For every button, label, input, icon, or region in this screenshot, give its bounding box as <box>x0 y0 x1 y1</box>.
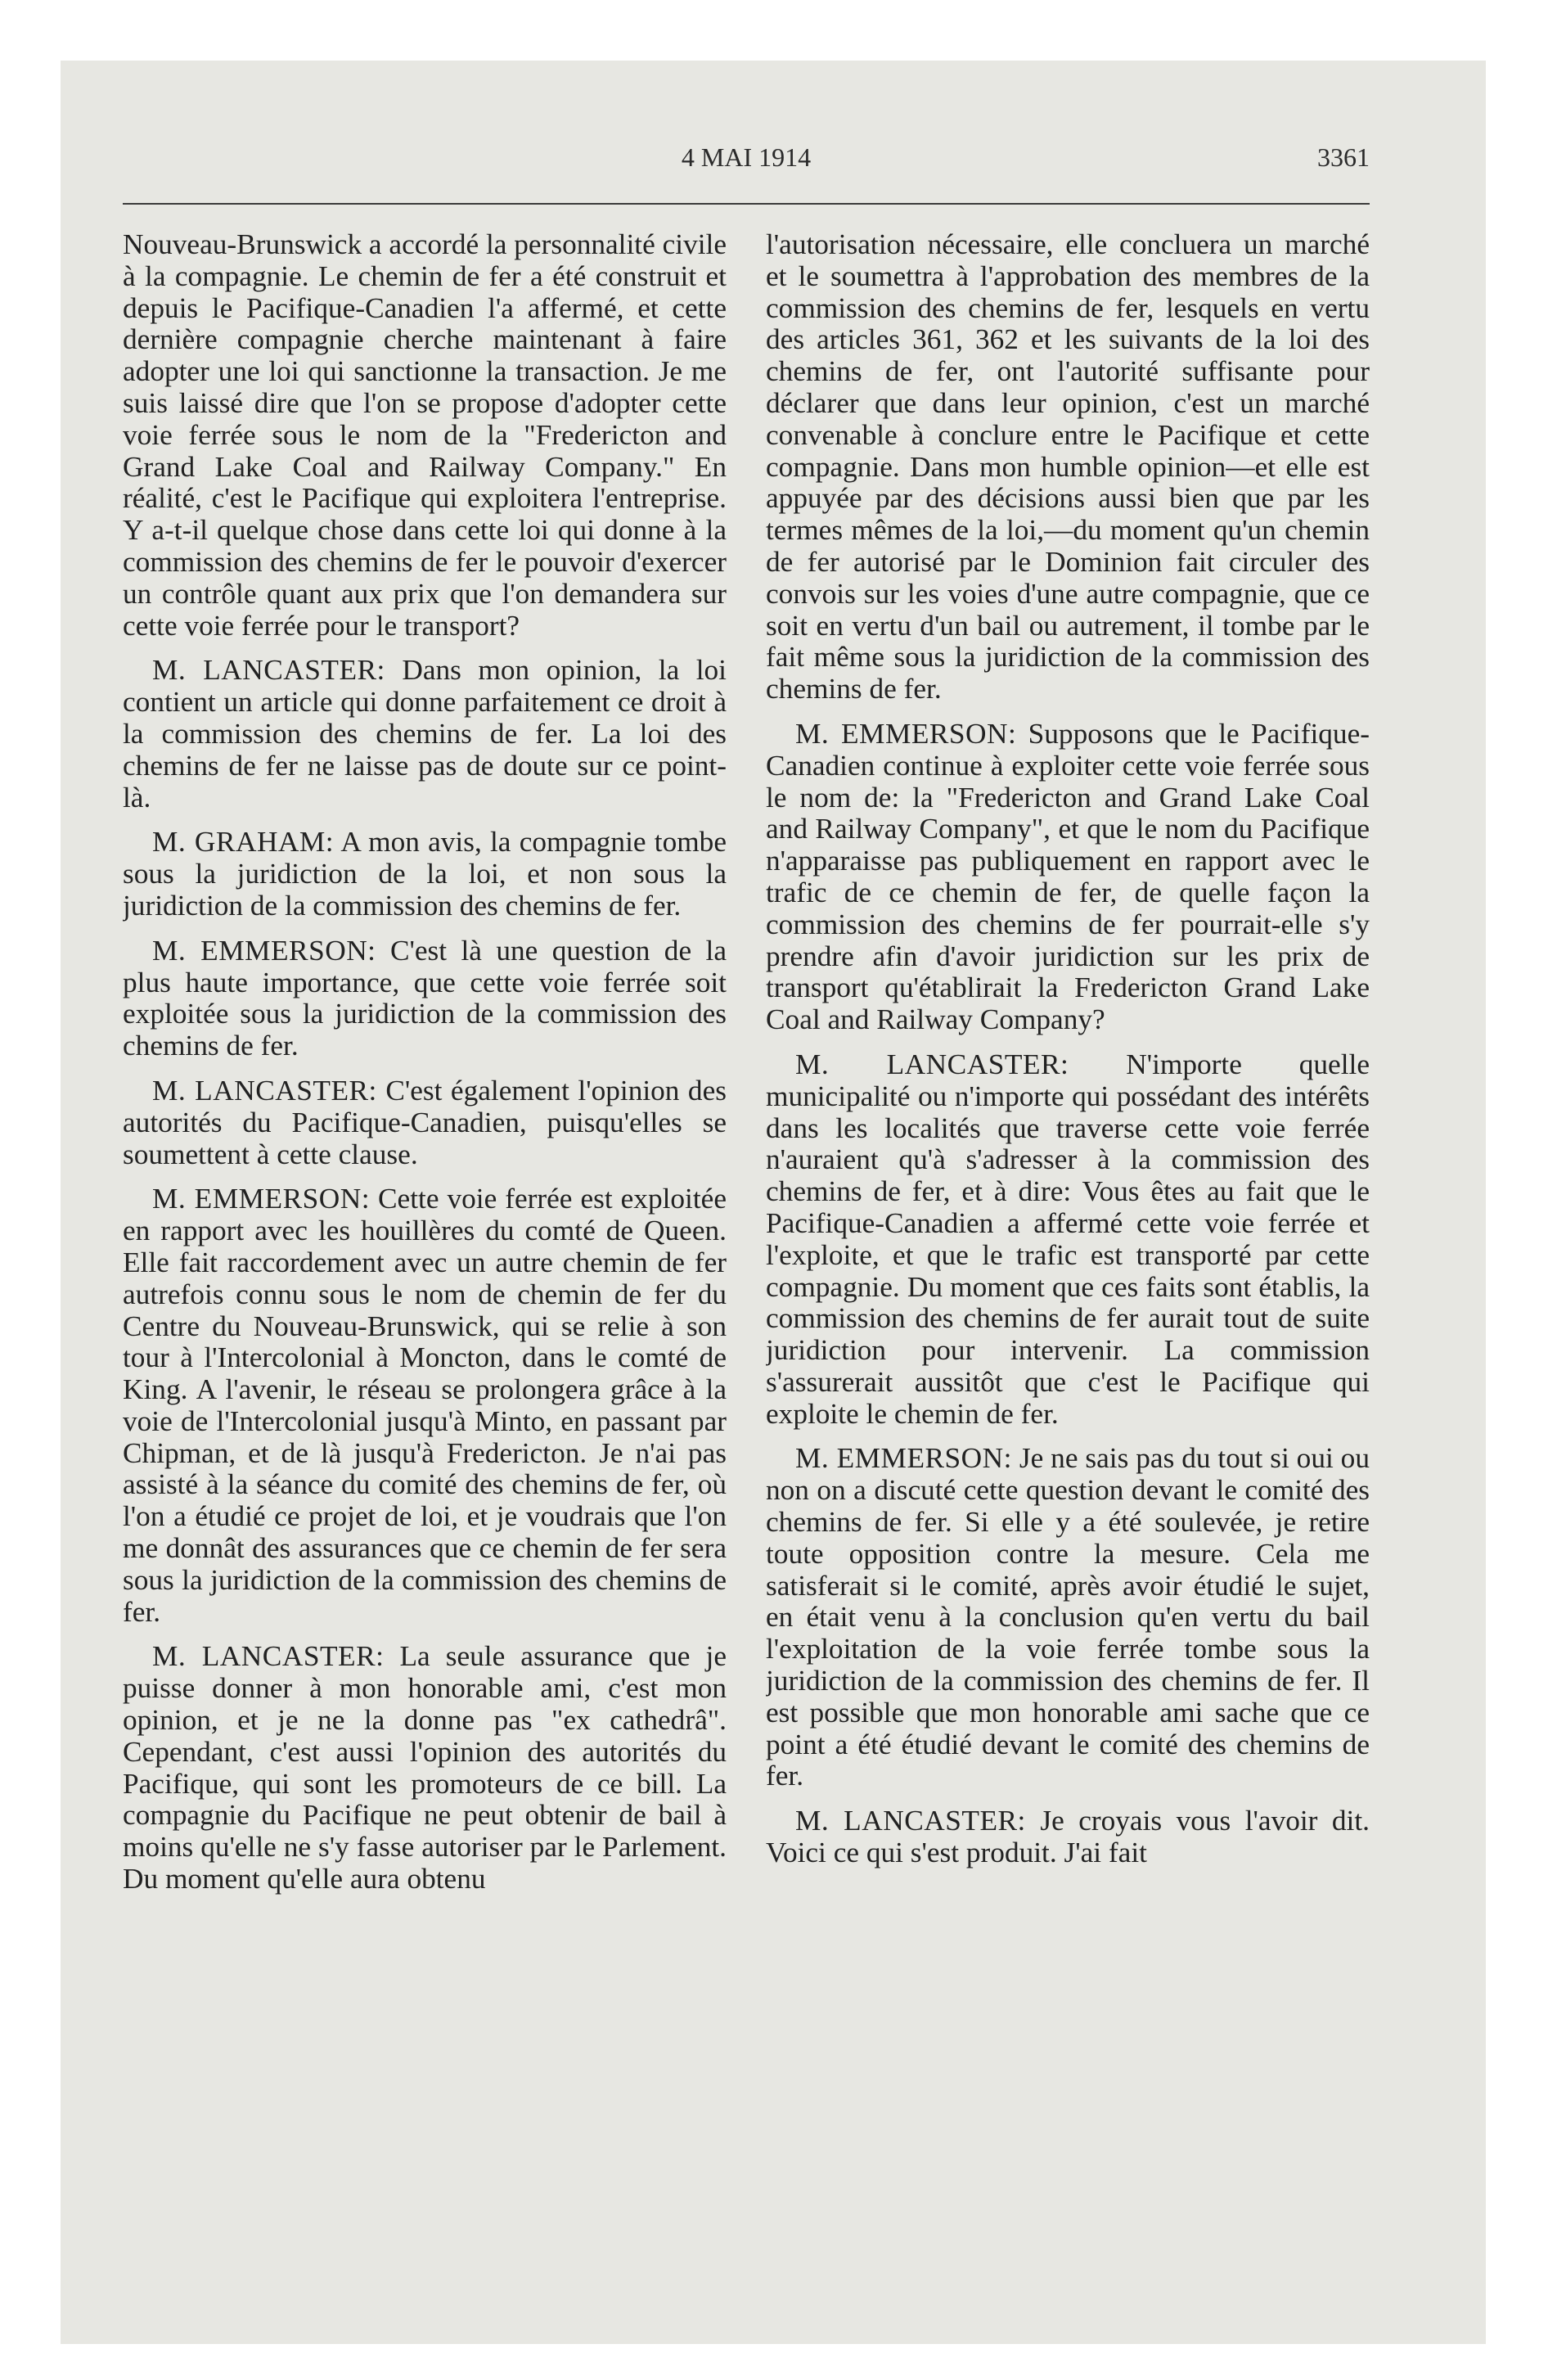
paragraph-text: C'est également l'opinion des autorités du Pacifique-Canadien, puisqu'elles se soumettent à cette clause. <box>123 1074 727 1170</box>
paragraph <box>766 229 1370 705</box>
paragraph <box>766 1443 1370 1792</box>
page-date: 4 MAI 1914 <box>681 142 812 172</box>
paragraph <box>766 719 1370 1036</box>
paragraph <box>766 1805 1370 1869</box>
paragraph-text: Dans mon opinion, la loi contient un article qui donne parfaitement ce droit à la commission des chemins de fer. La loi des chemins de fer ne laisse pas de doute sur ce point-là. <box>123 654 727 814</box>
speaker-name: M. EMMERSON: <box>152 1183 371 1215</box>
speaker-name: M. EMMERSON: <box>795 717 1017 750</box>
speaker-name: M. EMMERSON: <box>795 1442 1012 1475</box>
paragraph-text: Nouveau-Brunswick a accordé la personnalité civile à la compagnie. Le chemin de fer a été construit et depuis le Pacifique-Canadien l'a affermé, et cette dernière compagnie cherche maintenant à faire adopter une loi qui sanctionne la transaction. Je me suis laissé dire que l'on se propose d'adopter cette voie ferrée sous le nom de la "Fredericton and Grand Lake Coal and Railway Company." En réalité, c'est le Pacifique qui exploitera l'entreprise. Y a-t-il quelque chose dans cette loi qui donne à la commission des chemins de fer le pouvoir d'exercer un contrôle quant aux prix que l'on demandera sur cette voie ferrée pour le transport? <box>123 229 727 642</box>
paragraph <box>123 1641 727 1895</box>
paragraph <box>123 655 727 814</box>
page-header <box>123 142 1370 183</box>
paragraph <box>766 1049 1370 1431</box>
paragraph <box>123 1075 727 1170</box>
paragraph-text: Je croyais vous l'avoir dit. Voici ce qui s'est produit. J'ai fait <box>766 1805 1370 1869</box>
paragraph <box>123 229 727 642</box>
speaker-name: M. EMMERSON: <box>152 934 376 967</box>
speaker-name: M. LANCASTER: <box>152 1640 385 1673</box>
paragraph-text: C'est là une question de la plus haute importance, que cette voie ferrée soit exploitée sous la juridiction de la commission des chemins de fer. <box>123 934 727 1062</box>
speaker-name: M. GRAHAM: <box>152 826 335 859</box>
paragraph-text: N'importe quelle municipalité ou n'importe qui possédant des intérêts dans les localités que traverse cette voie ferrée n'auraient qu'à s'adresser à la commission des chemins de fer, et à dire: Vous êtes au fait que le Pacifique-Canadien a affermé cette voie ferrée et l'exploite, et que le trafic est transporté par cette compagnie. Du moment que ces faits sont établis, la commission des chemins de fer aurait tout de suite juridiction pour intervenir. La commission s'assurerait aussitôt que c'est le Pacifique qui exploite le chemin de fer. <box>766 1048 1370 1430</box>
paragraph <box>123 935 727 1062</box>
left-column <box>123 229 727 2283</box>
paragraph-text: Supposons que le Pacifique-Canadien continue à exploiter cette voie ferrée sous le nom de: la "Fredericton and Grand Lake Coal and Railway Company", et que le nom du Pacifique n'apparaisse pas publiquement en rapport avec le trafic de ce chemin de fer, de quelle façon la commission des chemins de fer pourrait-elle s'y prendre afin d'avoir juridiction sur les prix de transport qu'établirait la Fredericton Grand Lake Coal and Railway Company? <box>766 717 1370 1036</box>
paragraph-text: La seule assurance que je puisse donner à mon honorable ami, c'est mon opinion, et je ne la donne pas "ex cathedrâ". Cependant, c'est aussi l'opinion des autorités du Pacifique, qui sont les promoteurs de ce bill. La compagnie du Pacifique ne peut obtenir de bail à moins qu'elle ne s'y fasse autoriser par le Parlement. Du moment qu'elle aura obtenu <box>123 1640 727 1895</box>
speaker-name: M. LANCASTER: <box>795 1805 1026 1837</box>
paragraph <box>123 1183 727 1628</box>
speaker-name: M. LANCASTER: <box>795 1048 1069 1080</box>
paragraph-text: A mon avis, la compagnie tombe sous la juridiction de la loi, et non sous la juridiction de la commission des chemins de fer. <box>123 826 727 922</box>
paragraph <box>123 827 727 922</box>
paragraph-text: Cette voie ferrée est exploitée en rapport avec les houillères du comté de Queen. Elle fait raccordement avec un autre chemin de fer autrefois connu sous le nom de chemin de fer du Centre du Nouveau-Brunswick, qui se relie à son tour à l'Intercolonial à Moncton, dans le comté de King. A l'avenir, le réseau se prolongera grâce à la voie de l'Intercolonial jusqu'à Minto, en passant par Chipman, et de là jusqu'à Fredericton. Je n'ai pas assisté à la séance du comité des chemins de fer, où l'on a étudié ce projet de loi, et je voudrais que l'on me donnât des assurances que ce chemin de fer sera sous la juridiction de la commission des chemins de fer. <box>123 1183 727 1628</box>
page-number: 3361 <box>1317 142 1370 172</box>
speaker-name: M. LANCASTER: <box>152 654 385 687</box>
paragraph-text: l'autorisation nécessaire, elle concluera un marché et le soumettra à l'approbation des membres de la commission des chemins de fer, lesquels en vertu des articles 361, 362 et les suivants de la loi des chemins de fer, ont l'autorité suffisante pour déclarer que dans leur opinion, c'est un marché convenable à conclure entre le Pacifique et cette compagnie. Dans mon humble opinion—et elle est appuyée par des décisions aussi bien que par les termes mêmes de la loi,—du moment qu'un chemin de fer autorisé par le Dominion fait circuler des convois sur les voies d'une autre compagnie, que ce soit en vertu d'un bail ou autrement, il tombe par le fait même sous la juridiction de la commission des chemins de fer. <box>766 229 1370 705</box>
paragraph-text: Je ne sais pas du tout si oui ou non on a discuté cette question devant le comité des chemins de fer. Si elle y a été soulevée, je retire toute opposition contre la mesure. Cela me satisferait si le comité, après avoir étudié le sujet, en était venu à la conclusion qu'en vertu du bail l'exploitation de la voie ferrée tombe sous la juridiction de la commission des chemins de fer. Il est possible que mon honorable ami sache que ce point a été étudié devant le comité des chemins de fer. <box>766 1442 1370 1792</box>
right-column <box>766 229 1370 2283</box>
speaker-name: M. LANCASTER: <box>152 1074 377 1107</box>
header-rule <box>123 203 1370 205</box>
